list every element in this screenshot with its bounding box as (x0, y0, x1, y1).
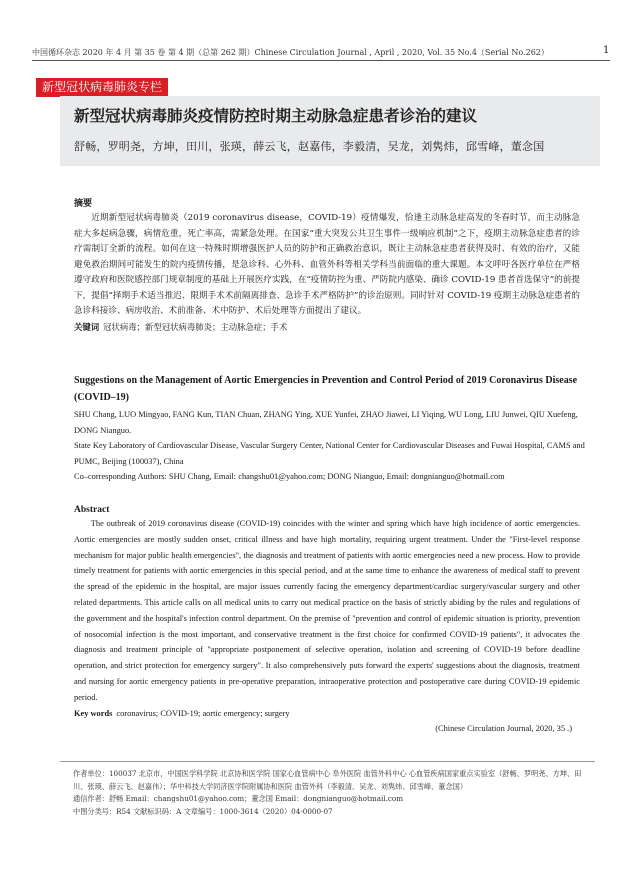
footer-notes (73, 768, 593, 818)
english-meta (74, 407, 604, 485)
english-affiliation: State Key Laboratory of Cardiovascular Disease, Vascular Surgery Center, National Center for Cardiovascular Diseases and Fuwai Hospital, CAMS and PUMC, Beijing (100037), China (74, 441, 585, 466)
header-divider (32, 60, 610, 61)
author-list: 舒畅，罗明尧，方坤，田川，张瑛，薛云飞，赵嘉伟，李毅清，吴龙，刘隽炜，邱雪峰，董念国 (74, 140, 545, 153)
citation: (Chinese Circulation Journal, 2020, 35 .) (435, 723, 572, 733)
article-title: 新型冠状病毒肺炎疫情防控时期主动脉急症患者诊治的建议 (74, 107, 478, 125)
footer-affiliation-label: 作者单位： (73, 769, 109, 778)
cn-abstract-section (74, 196, 580, 335)
cn-keywords-text: 冠状病毒；新型冠状病毒肺炎；主动脉急症；手术 (103, 321, 288, 332)
page-number: 1 (603, 45, 610, 56)
footer-divider (60, 761, 595, 762)
en-abstract-section (74, 505, 580, 733)
en-keywords-text: coronavirus; COVID-19; aortic emergency; surgery (116, 708, 290, 718)
column-banner: 新型冠状病毒肺炎专栏 (36, 78, 168, 97)
footer-classification: 中图分类号：R54 文献标识码：A 文章编号：1000-3614（2020）04-0000-07 (73, 806, 333, 816)
cn-abstract-heading: 摘要 (74, 199, 93, 209)
english-correspondence: Co–corresponding Authors: SHU Chang, Email: changshu01@yahoo.com; DONG Nianguo, Email: dongnianguo@hotmail.com (74, 472, 505, 481)
english-authors: SHU Chang, LUO Mingyao, FANG Kun, TIAN Chuan, ZHANG Ying, XUE Yunfei, ZHAO Jiawei, LI Yiqing, WU Long, LIU Junwei, QIU Xuefeng, DONG Nianguo. (74, 410, 578, 435)
cn-keywords-label: 关键词 (74, 321, 100, 332)
footer-correspondence: 通信作者：舒畅 Email：changshu01@yahoo.com；董念国 Email：dongnianguo@hotmail.com (73, 794, 404, 803)
running-head: 中国循环杂志 2020 年 4 月 第 35 卷 第 4 期（总第 262 期）Chinese Circulation Journal , April , 2020, Vol. 35 No.4（Serial No.262） (32, 48, 549, 57)
english-title: Suggestions on the Management of Aortic Emergencies in Prevention and Control Period of 2019 Coronavirus Disease (COVID–19) (74, 375, 578, 403)
cn-abstract-text: 近期新型冠状病毒肺炎（2019 coronavirus disease，COVID-19）疫情爆发，恰逢主动脉急症高发的冬春时节，而主动脉急症大多起病急骤，病情危重，死亡率高，需紧急处理。在国家“重大突发公共卫生事件一级响应机制”之下，疫期主动脉急症患者的诊疗需制订全新的流程。如何在这一特殊时期增强医护人员的防护和正确救治意识，既让主动脉急症患者获得及时、有效的治疗，又能避免救治期间可能发生的院内疫情传播，是急诊科、心外科、血管外科等相关学科当前面临的重大课题。本文呼吁各医疗单位在严格遵守政府和医院感控部门规章制度的基础上开展医疗实践，在“疫情防控为重、严防院内感染、确诊 COVID-19 患者首选保守”的前提下，提倡“择期手术适当推迟、限期手术术前隔离排查、急诊手术严格防护”的诊治原则。同时针对 COVID-19 疫期主动脉急症患者的急诊科接诊、病房收治、术前准备、术中防护、术后处理等方面提出了建议。 (74, 213, 580, 316)
en-abstract-text: The outbreak of 2019 coronavirus disease (COVID-19) coincides with the winter and spring which have high incidence of aortic emergencies. Aortic emergencies are mostly sudden onset, critical illness and have high mortality, requiring urgent treatment. Under the "First-level response mechanism for major public health emergencies", the diagnosis and treatment of patients with aortic emergencies need a new process. How to provide timely treatment for patients with aortic emergencies in this special period, and at the same time to enhance the awareness of medical staff to prevent the spread of the epidemic in the hospital, are major issues currently facing the emergency department/cardiac surgery/vascular surgery and other related departments. This article calls on all medical units to carry out medical practice on the basis of strictly abiding by the rules and regulations of the government and the hospital's infection control department. On the premise of "prevention and control of epidemic situation is priority, prevention of nosocomial infection is the most important, and conservative treatment is the first choice for confirmed COVID-19 patients", it advocates the diagnosis and treatment principle of "appropriate postponement of selective operation, isolation and screening of COVID-19 before deadline operation, and strict protection for emergency surgery". It also comprehensively puts forward the experts' suggestions about the diagnosis, treatment and nursing for aortic emergency patients in pre-operative preparation, intraoperative protection and postoperative care during COVID-19 epidemic period. (74, 519, 580, 702)
cn-keywords (74, 320, 580, 335)
footer-affiliation-text: 100037 北京市，中国医学科学院 北京协和医学院 国家心血管病中心 阜外医院 血管外科中心 心血管疾病国家重点实验室（舒畅、罗明尧、方坤、田川、张瑛、薛云飞、赵嘉伟）；华中科技大学同济医学院附属协和医院 血管外科（李毅清、吴龙、刘隽炜、邱雪峰、董念国） (73, 769, 582, 791)
footer-affiliation (73, 768, 593, 793)
en-keywords-label: Key words (74, 708, 113, 718)
en-keywords (74, 706, 580, 721)
en-abstract-heading: Abstract (74, 505, 110, 515)
